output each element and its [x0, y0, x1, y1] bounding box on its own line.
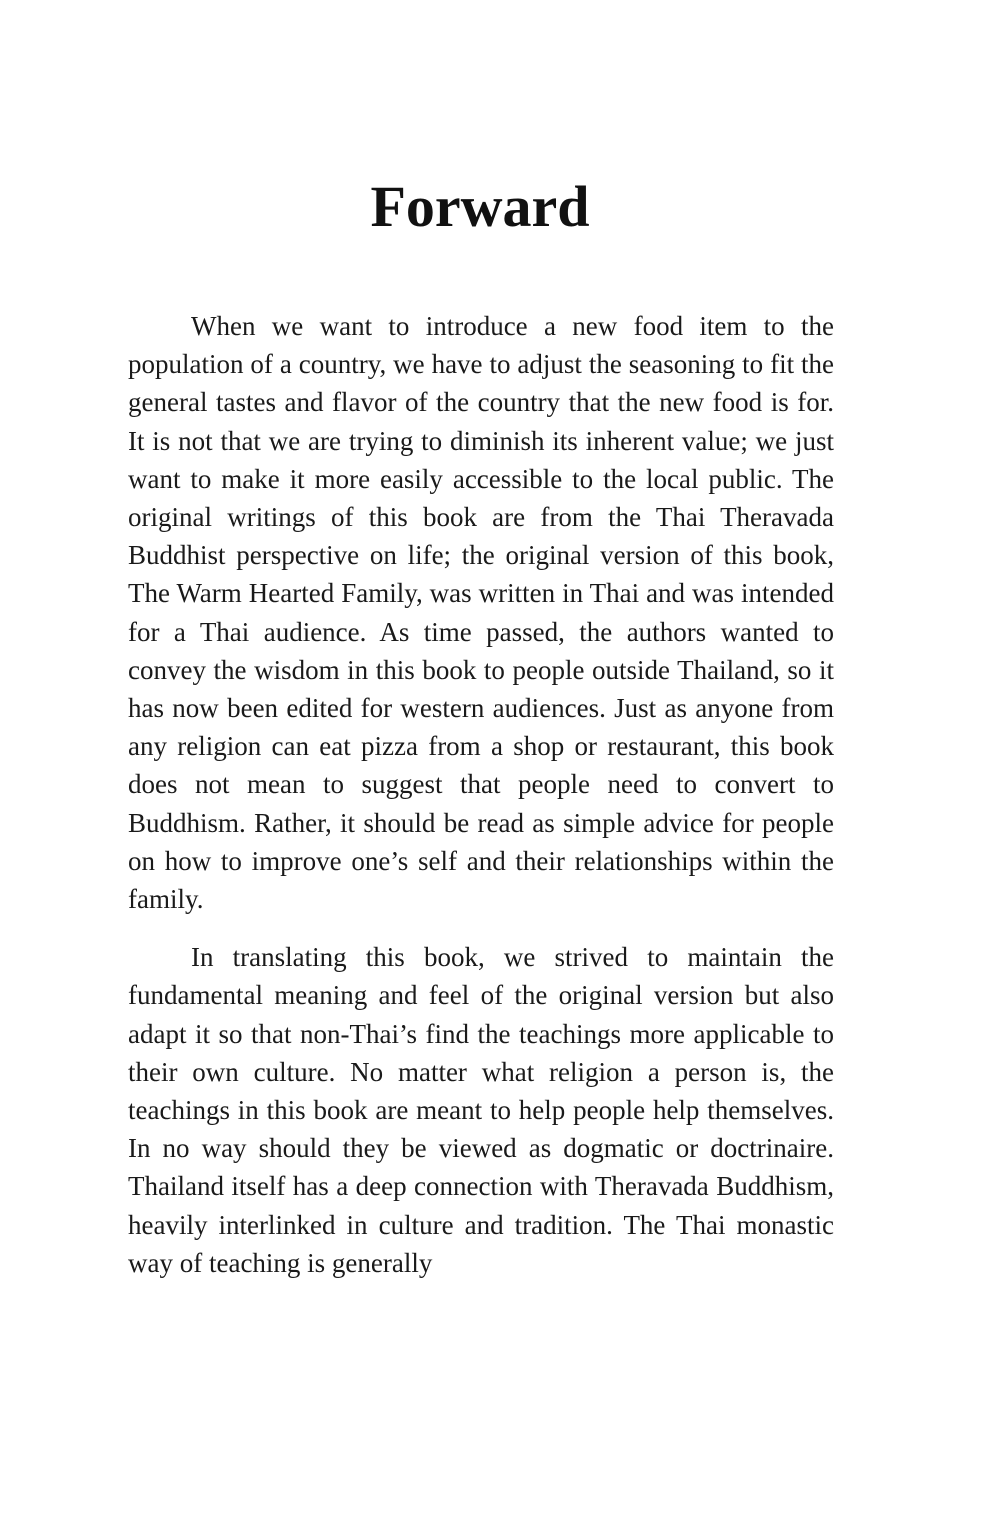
paragraph: When we want to introduce a new food item to the population of a country, we have to adjust the seasoning to fit the general tastes and flavor of the country that the new food is for. It is not that we are trying to diminish its inherent value; we just want to make it more easily accessible to the local public. The original writings of this book are from the Thai Theravada Buddhist perspective on life; the original version of this book, The Warm Hearted Family, was written in Thai and was intended for a Thai audience. As time passed, the authors wanted to convey the wisdom in this book to people outside Thailand, so it has now been edited for western audiences. Just as anyone from any religion can eat pizza from a shop or restaurant, this book does not mean to suggest that people need to convert to Buddhism. Rather, it should be read as simple advice for people on how to improve one’s self and their relationships within the family. [128, 311, 834, 915]
chapter-title: Forward [370, 174, 590, 239]
paragraph: In translating this book, we strived to maintain the fundamental meaning and feel of the original version but also adapt it so that non-Thai’s find the teachings more applicable to their own culture. No matter what religion a person is, the teachings in this book are meant to help people help themselves. In no way should they be viewed as dogmatic or doctrinaire. Thailand itself has a deep connection with Theravada Buddhism, heavily interlinked in culture and tradition. The Thai monastic way of teaching is generally [128, 942, 834, 1278]
chapter-body [128, 307, 834, 1282]
